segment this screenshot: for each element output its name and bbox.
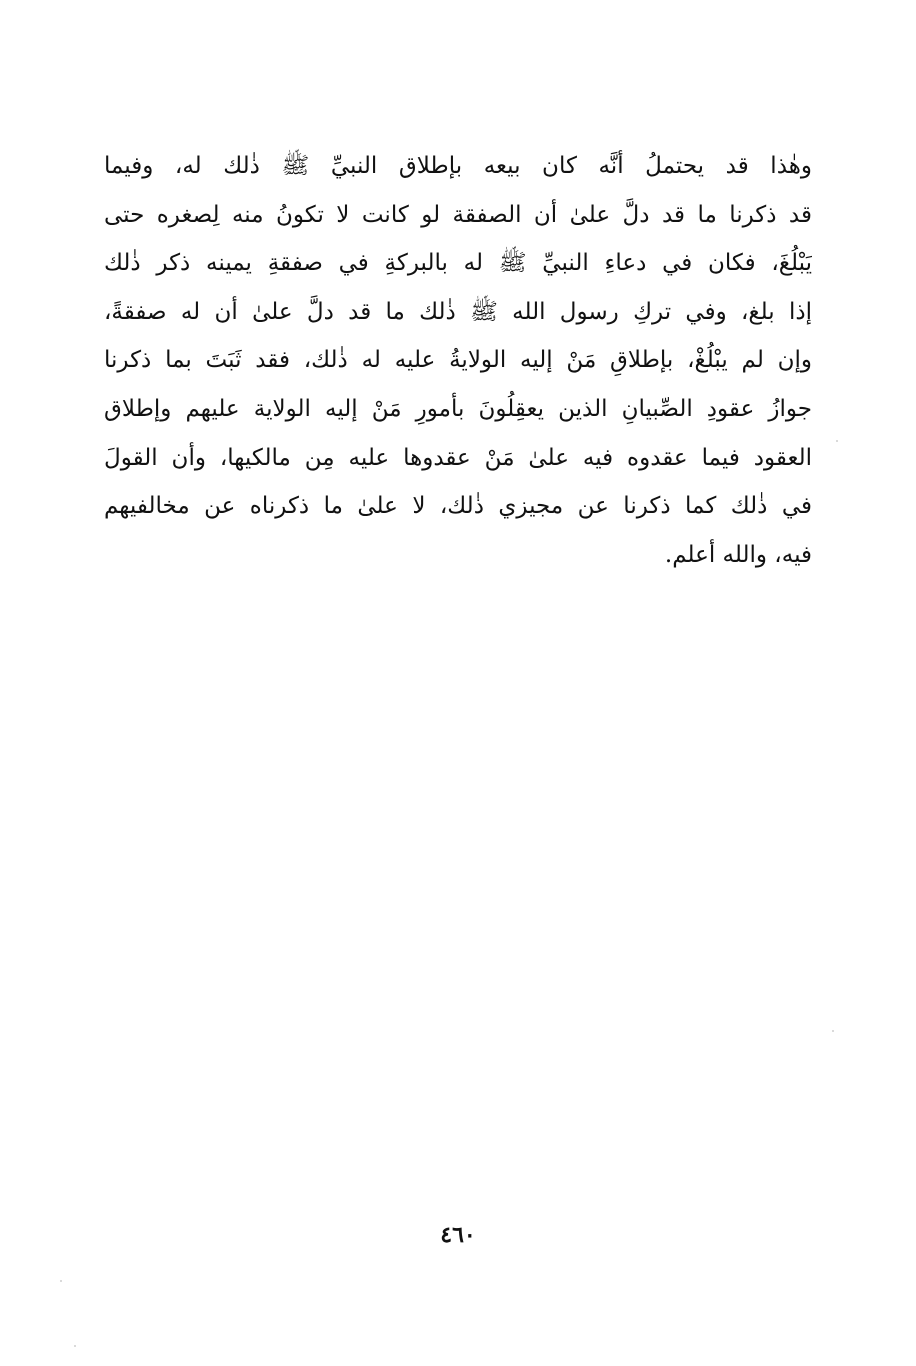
- text-line: فيه، والله أعلم.: [664, 541, 812, 568]
- text-line: إذا بلغ، وفي تركِ رسول الله ﷺ ذٰلك ما قد دلَّ علىٰ أن له صفقةً،: [104, 298, 812, 325]
- scan-speck: [836, 440, 838, 442]
- scan-speck: [832, 1030, 834, 1032]
- text-line: يَبْلُغَ، فكان في دعاءِ النبيِّ ﷺ له بالبركةِ في صفقةِ يمينه ذكر ذٰلك: [104, 250, 812, 277]
- body-text: [104, 142, 812, 579]
- page-number: ٤٦٠: [440, 1222, 476, 1248]
- text-line: جوازُ عقودِ الصِّبيانِ الذين يعقِلُونَ بأمورِ مَنْ إليه الولاية عليهم وإطلاق: [104, 395, 812, 422]
- scan-speck: [74, 1345, 76, 1347]
- text-line: وهٰذا قد يحتملُ أنَّه كان بيعه بإطلاق النبيِّ ﷺ ذٰلك له، وفيما: [104, 153, 812, 179]
- text-line: قد ذكرنا ما قد دلَّ علىٰ أن الصفقة لو كانت لا تكونُ منه لِصغره حتى: [104, 201, 812, 228]
- text-line: في ذٰلك كما ذكرنا عن مجيزي ذٰلك، لا علىٰ ما ذكرناه عن مخالفيهم: [104, 493, 812, 520]
- text-line: وإن لم يبْلُغْ، بإطلاقِ مَنْ إليه الولايةُ عليه له ذٰلك، فقد ثَبَتَ بما ذكرنا: [104, 347, 812, 374]
- scan-speck: [60, 1280, 62, 1282]
- text-line: العقود فيما عقدوه فيه علىٰ مَنْ عقدوها عليه مِن مالكيها، وأن القولَ: [104, 444, 812, 471]
